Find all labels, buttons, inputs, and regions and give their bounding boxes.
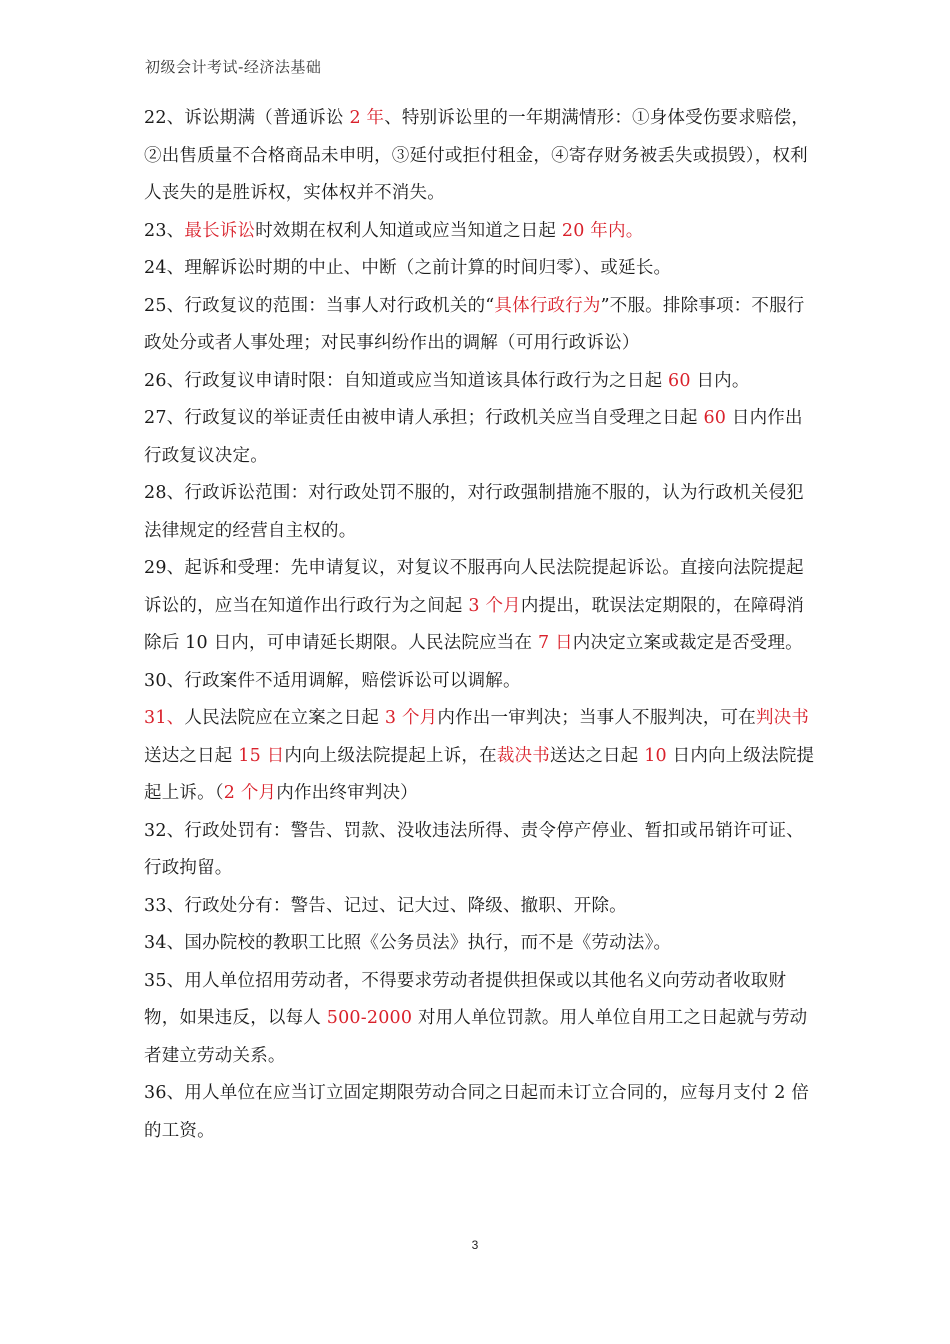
highlighted-text: 具体行政行为	[494, 295, 601, 316]
paragraph	[144, 100, 816, 213]
paragraph-text: 36、用人单位在应当订立固定期限劳动合同之日起而未订立合同的，应每月支付 2 倍的工资。	[144, 1083, 810, 1141]
paragraph	[144, 700, 816, 813]
paragraph	[144, 925, 816, 963]
highlighted-text: 2 年	[349, 108, 385, 128]
paragraph-text: 日内作出行政复议决定。	[144, 408, 803, 466]
paragraph-text: ”不服。排除事项：不服行政处分或者人事处理；对民事纠纷作出的调解（可用行政诉讼）	[144, 295, 805, 353]
paragraph-text: 送达之日起	[144, 745, 239, 766]
paragraph	[144, 475, 816, 550]
paragraph-text: 内决定立案或裁定是否受理。	[572, 633, 803, 653]
paragraph-text: 内提出，耽误法定期限的，在障碍消除后 10 日内，可申请延长期限。人民法院应当在	[144, 595, 805, 653]
paragraph	[144, 250, 816, 288]
highlighted-text: 31、	[144, 708, 185, 728]
paragraph-text: 27、行政复议的举证责任由被申请人承担；行政机关应当自受理之日起	[144, 408, 704, 428]
paragraph-text: 人民法院应在立案之日起	[184, 708, 385, 728]
paragraph-text: 、特别诉讼里的一年期满情形：①身体受伤要求赔偿，②出售质量不合格商品未申明，③延付或拒付租金，④寄存财务被丢失或损毁），权利人丧失的是胜诉权，实体权并不消失。	[144, 108, 810, 203]
highlighted-text: 10	[644, 745, 667, 766]
paragraph-text: 32、行政处罚有：警告、罚款、没收违法所得、责令停产停业、暂扣或吊销许可证、行政拘留。	[144, 820, 804, 878]
highlighted-text: 7 日	[537, 633, 573, 653]
paragraph-text: 24、理解诉讼时期的中止、中断（之前计算的时间归零）、或延长。	[144, 258, 672, 278]
paragraph-text: 25、行政复议的范围：当事人对行政机关的“	[144, 295, 495, 316]
highlighted-text: 60	[668, 370, 691, 391]
paragraph	[144, 288, 816, 363]
paragraph-text: 30、行政案件不适用调解，赔偿诉讼可以调解。	[144, 670, 521, 691]
page-number: 3	[471, 1238, 479, 1252]
highlighted-text: 裁决书	[496, 745, 550, 766]
paragraph-text: 22、诉讼期满（普通诉讼	[144, 108, 350, 128]
paragraph-text: 日内。	[690, 370, 750, 391]
highlighted-text: 3 个月	[468, 595, 521, 616]
highlighted-text: 判决书	[755, 708, 810, 728]
paragraph	[144, 888, 816, 926]
paragraph	[144, 813, 816, 888]
paragraph-text: 28、行政诉讼范围：对行政处罚不服的，对行政强制措施不服的，认为行政机关侵犯法律规定的经营自主权的。	[144, 483, 804, 541]
paragraph	[144, 663, 816, 701]
highlighted-text: 2 个月	[223, 783, 277, 803]
paragraph	[144, 1075, 816, 1150]
paragraph-text: 日内向上级法院提起上诉。（	[144, 745, 815, 803]
paragraph	[144, 363, 816, 401]
paragraph	[144, 550, 816, 663]
paragraph-text: 26、行政复议申请时限：自知道或应当知道该具体行政行为之日起	[144, 370, 669, 391]
paragraph-text: 34、国办院校的教职工比照《公务员法》执行，而不是《劳动法》。	[144, 933, 672, 953]
highlighted-text: 最长诉讼	[184, 220, 256, 241]
highlighted-text: 15 日	[238, 745, 285, 766]
paragraph-text: 时效期在权利人知道或应当知道之日起	[255, 220, 562, 241]
paragraph-text: 内作出终审判决）	[276, 783, 418, 803]
paragraph-text: 送达之日起	[549, 745, 645, 766]
paragraph	[144, 963, 816, 1076]
document-body	[144, 100, 816, 1150]
paragraph-text: 35、用人单位招用劳动者，不得要求劳动者提供担保或以其他名义向劳动者收取财物，如果违反，以每人	[144, 970, 787, 1028]
paragraph-text: 33、行政处分有：警告、记过、记大过、降级、撤职、开除。	[144, 895, 627, 916]
paragraph	[144, 400, 816, 475]
highlighted-text: 3 个月	[384, 708, 438, 728]
paragraph-text: 23、	[144, 220, 185, 241]
paragraph-text: 对用人单位罚款。用人单位自用工之日起就与劳动者建立劳动关系。	[144, 1008, 808, 1066]
paragraph-text: 29、起诉和受理：先申请复议，对复议不服再向人民法院提起诉讼。直接向法院提起诉讼的，应当在知道作出行政行为之间起	[144, 558, 804, 616]
highlighted-text: 500-2000	[326, 1008, 413, 1028]
paragraph	[144, 213, 816, 251]
paragraph-text: 内作出一审判决；当事人不服判决，可在	[437, 708, 756, 728]
highlighted-text: 20 年内。	[561, 220, 644, 241]
highlighted-text: 60	[703, 408, 727, 428]
paragraph-text: 内向上级法院提起上诉，在	[284, 745, 497, 766]
page-header-title: 初级会计考试-经济法基础	[145, 58, 322, 76]
